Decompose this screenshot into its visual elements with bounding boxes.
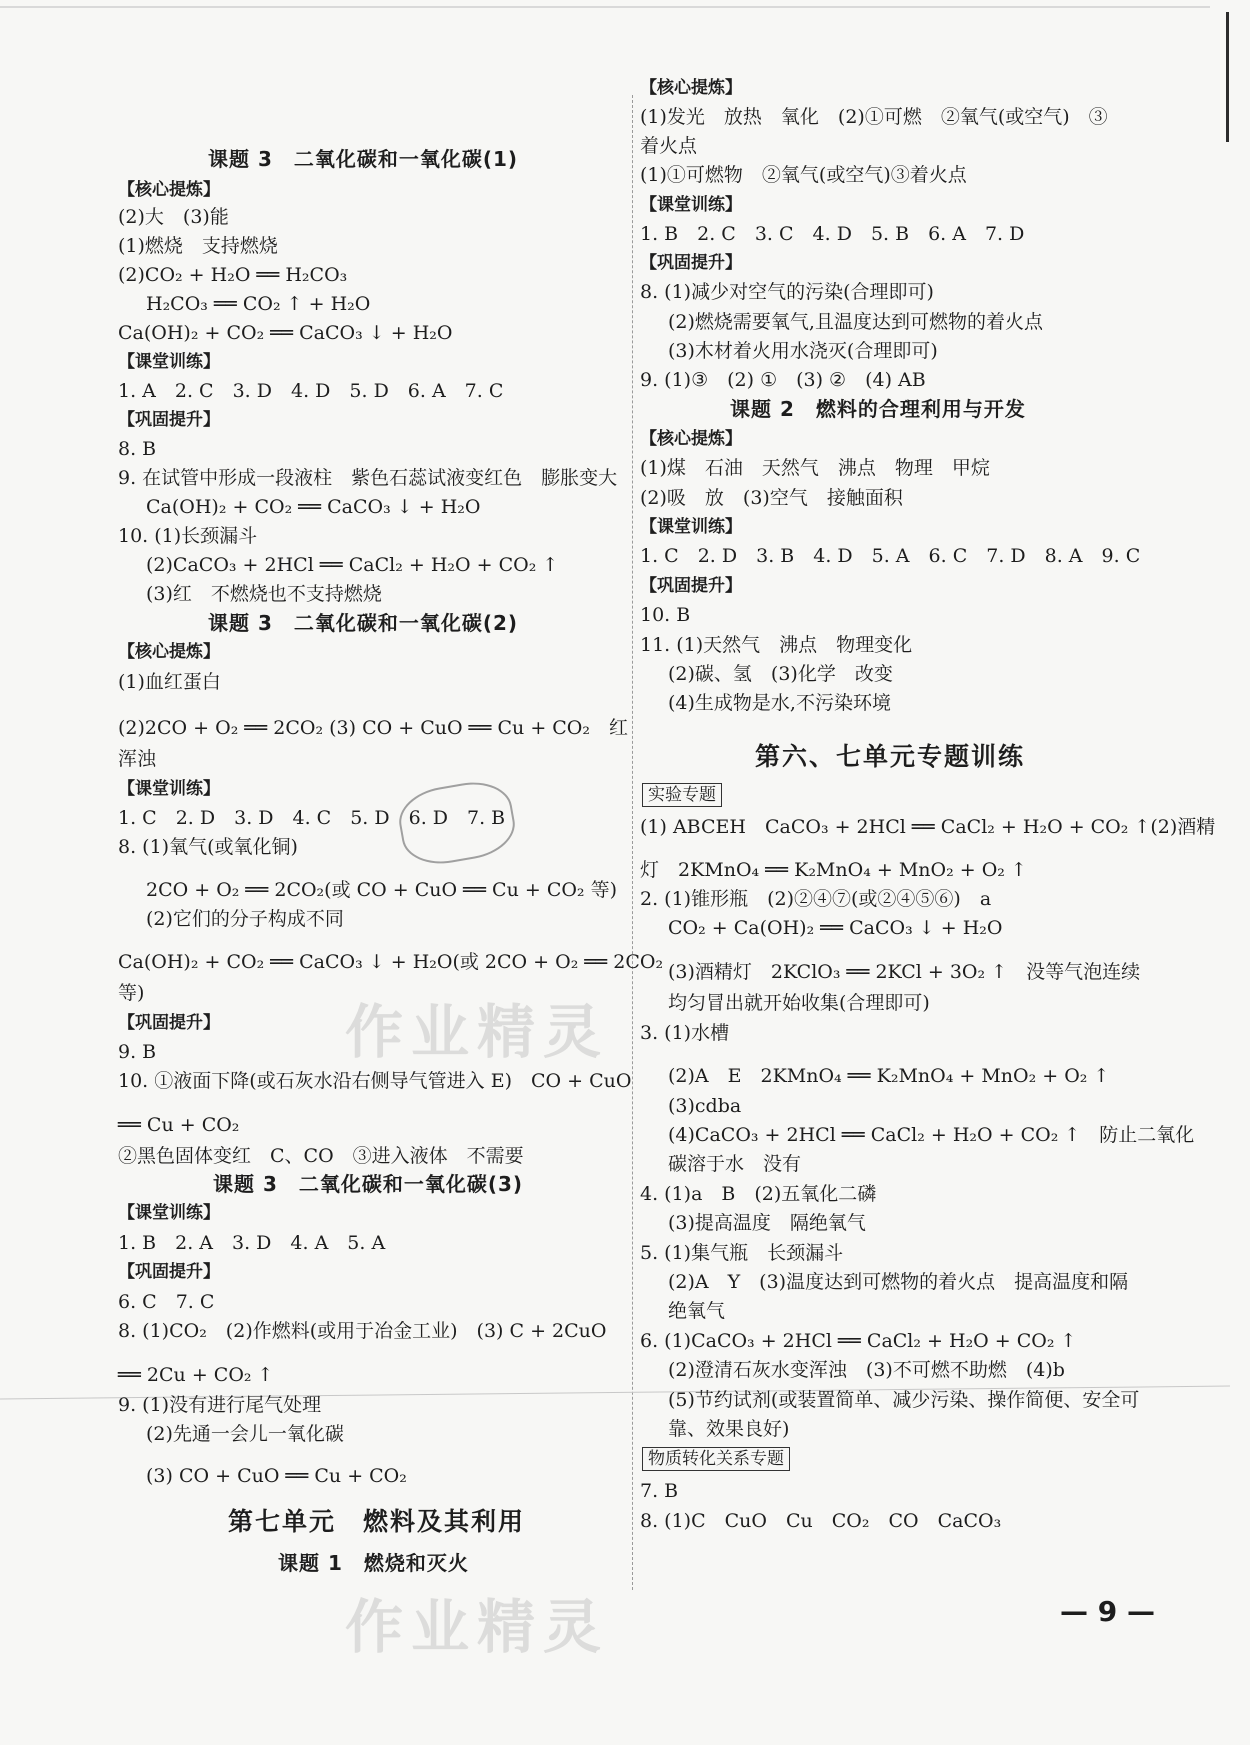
unit-title: 第七单元 燃料及其利用 [228,1507,526,1536]
answer-line: (3)酒精灯 2KClO₃ ══ 2KCl + 3O₂ ↑ 没等气泡连续 [668,961,1141,983]
section-label: 【核心提炼】 [118,642,220,662]
section-label: 【巩固提升】 [640,253,742,273]
answer-line: 8. (1)氧气(或氧化铜) [118,836,298,858]
lesson-title: 课题 2 燃料的合理利用与开发 [730,397,1026,421]
answer-line: 9. B [118,1041,157,1063]
answer-line: 10. (1)长颈漏斗 [118,525,258,547]
answer-line: 1. C 2. D 3. D 4. C 5. D 6. D 7. B [118,807,506,829]
answer-line: 灯 2KMnO₄ ══ K₂MnO₄ + MnO₂ + O₂ ↑ [640,859,1027,881]
answer-line: ②黑色固体变红 C、CO ③进入液体 不需要 [118,1145,524,1167]
section-label: 【巩固提升】 [118,1262,220,1282]
lesson-title: 课题 3 二氧化碳和一氧化碳(3) [213,1172,524,1196]
answer-line: H₂CO₃ ══ CO₂ ↑ + H₂O [146,293,371,315]
answer-line: (3)cdba [668,1095,742,1117]
answer-line: (2)碳、氢 (3)化学 改变 [668,663,893,685]
answer-line: 浑浊 [118,748,157,770]
answer-line: (2)CO₂ + H₂O ══ H₂CO₃ [118,264,348,286]
answer-line: 4. (1)a B (2)五氧化二磷 [640,1183,877,1205]
answer-line: (2)CaCO₃ + 2HCl ══ CaCl₂ + H₂O + CO₂ ↑ [146,554,559,576]
answer-line: 着火点 [640,135,698,157]
section-label: 【课堂训练】 [640,195,742,215]
watermark-text: 作业精灵 [345,1593,610,1661]
answer-line: (2)吸 放 (3)空气 接触面积 [640,487,903,509]
answer-line: (4)CaCO₃ + 2HCl ══ CaCl₂ + H₂O + CO₂ ↑ 防止二氧化 [668,1124,1195,1146]
answer-line: (2)2CO + O₂ ══ 2CO₂ (3) CO + CuO ══ Cu + CO₂ 红 [118,717,629,739]
answer-line: 8. B [118,438,157,460]
answer-line: (2)先通一会儿一氧化碳 [146,1423,344,1445]
answer-line: 9. (1)没有进行尾气处理 [118,1394,322,1416]
answer-line: (2)A E 2KMnO₄ ══ K₂MnO₄ + MnO₂ + O₂ ↑ [668,1065,1110,1087]
answer-line: CO₂ + Ca(OH)₂ ══ CaCO₃ ↓ + H₂O [668,917,1003,939]
answer-line: ══ Cu + CO₂ [118,1114,240,1136]
answer-line: 8. (1)CO₂ (2)作燃料(或用于冶金工业) (3) C + 2CuO [118,1320,607,1342]
topic-box-label: 物质转化关系专题 [642,1447,790,1471]
answer-line: (1) ABCEH CaCO₃ + 2HCl ══ CaCl₂ + H₂O + CO₂ ↑(2)酒精 [640,816,1216,838]
answer-line: (5)节约试剂(或装置简单、减少污染、操作简便、安全可 [668,1389,1140,1411]
page-number: — 9 — [1060,1595,1155,1628]
answer-line: Ca(OH)₂ + CO₂ ══ CaCO₃ ↓ + H₂O(或 2CO + O₂ ══ 2CO₂ [118,951,664,973]
answer-line: (3)提高温度 隔绝氧气 [668,1212,866,1234]
answer-line: 11. (1)天然气 沸点 物理变化 [640,634,913,656]
page-edge-bar [1226,12,1229,142]
answer-line: Ca(OH)₂ + CO₂ ══ CaCO₃ ↓ + H₂O [118,322,453,344]
answer-line: 7. B [640,1480,679,1502]
lesson-title: 课题 3 二氧化碳和一氧化碳(2) [208,611,519,635]
answer-line: 6. C 7. C [118,1291,215,1313]
answer-line: (2)大 (3)能 [118,206,229,228]
answer-line: 8. (1)减少对空气的污染(合理即可) [640,281,934,303]
section-label: 【课堂训练】 [118,1203,220,1223]
answer-line: 8. (1)C CuO Cu CO₂ CO CaCO₃ [640,1510,1002,1532]
answer-line: 靠、效果良好) [668,1418,790,1440]
section-label: 【巩固提升】 [118,1013,220,1033]
answer-line: (1)燃烧 支持燃烧 [118,235,278,257]
column-divider [632,95,633,1590]
answer-line: 均匀冒出就开始收集(合理即可) [668,992,930,1014]
answer-line: 碳溶于水 没有 [668,1153,802,1175]
answer-line: 2. (1)锥形瓶 (2)②④⑦(或②④⑤⑥) a [640,888,992,910]
section-label: 【巩固提升】 [640,576,742,596]
answer-line: 9. 在试管中形成一段液柱 紫色石蕊试液变红色 膨胀变大 [118,467,618,489]
answer-line: 9. (1)③ (2) ① (3) ② (4) AB [640,369,926,391]
answer-line: (2)澄清石灰水变浑浊 (3)不可燃不助燃 (4)b [668,1359,1065,1381]
answer-line: (1)①可燃物 ②氧气(或空气)③着火点 [640,164,967,186]
answer-line: ══ 2Cu + CO₂ ↑ [118,1364,274,1386]
unit-title: 第六、七单元专题训练 [755,742,1026,771]
answer-line: (3)红 不燃烧也不支持燃烧 [146,583,382,605]
section-label: 【巩固提升】 [118,410,220,430]
answer-line: 1. C 2. D 3. B 4. D 5. A 6. C 7. D 8. A 9. C [640,545,1141,567]
answer-line: 绝氧气 [668,1300,726,1322]
answer-line: 1. B 2. A 3. D 4. A 5. A [118,1232,386,1254]
section-label: 【核心提炼】 [640,78,742,98]
section-label: 【课堂训练】 [640,517,742,537]
answer-line: 10. ①液面下降(或石灰水沿右侧导气管进入 E) CO + CuO [118,1070,632,1092]
answer-line: (3) CO + CuO ══ Cu + CO₂ [146,1465,407,1487]
answer-line: 1. B 2. C 3. C 4. D 5. B 6. A 7. D [640,223,1025,245]
top-scan-line [0,6,1210,8]
lesson-title: 课题 3 二氧化碳和一氧化碳(1) [208,147,519,171]
answer-line: (1)血红蛋白 [118,671,221,693]
answer-line: (4)生成物是水,不污染环境 [668,692,891,714]
answer-line: (2)燃烧需要氧气,且温度达到可燃物的着火点 [668,311,1043,333]
topic-box-label: 实验专题 [642,783,722,807]
answer-line: Ca(OH)₂ + CO₂ ══ CaCO₃ ↓ + H₂O [146,496,481,518]
answer-line: 6. (1)CaCO₃ + 2HCl ══ CaCl₂ + H₂O + CO₂ ↑ [640,1330,1077,1352]
section-label: 【核心提炼】 [640,429,742,449]
watermark-text: 作业精灵 [345,998,610,1066]
answer-line: 2CO + O₂ ══ 2CO₂(或 CO + CuO ══ Cu + CO₂ 等) [146,879,618,901]
answer-line: (2)它们的分子构成不同 [146,908,344,930]
answer-line: 3. (1)水槽 [640,1022,730,1044]
lesson-title: 课题 1 燃烧和灭火 [278,1551,469,1575]
section-label: 【课堂训练】 [118,352,220,372]
answer-line: (3)木材着火用水浇灭(合理即可) [668,340,938,362]
answer-line: (1)发光 放热 氧化 (2)①可燃 ②氧气(或空气) ③ [640,106,1108,128]
answer-line: 1. A 2. C 3. D 4. D 5. D 6. A 7. C [118,380,504,402]
answer-line: (2)A Y (3)温度达到可燃物的着火点 提高温度和隔 [668,1271,1129,1293]
section-label: 【课堂训练】 [118,779,220,799]
section-label: 【核心提炼】 [118,180,220,200]
answer-line: 5. (1)集气瓶 长颈漏斗 [640,1242,844,1264]
answer-line: (1)煤 石油 天然气 沸点 物理 甲烷 [640,457,990,479]
answer-line: 等) [118,982,145,1004]
answer-line: 10. B [640,604,691,626]
